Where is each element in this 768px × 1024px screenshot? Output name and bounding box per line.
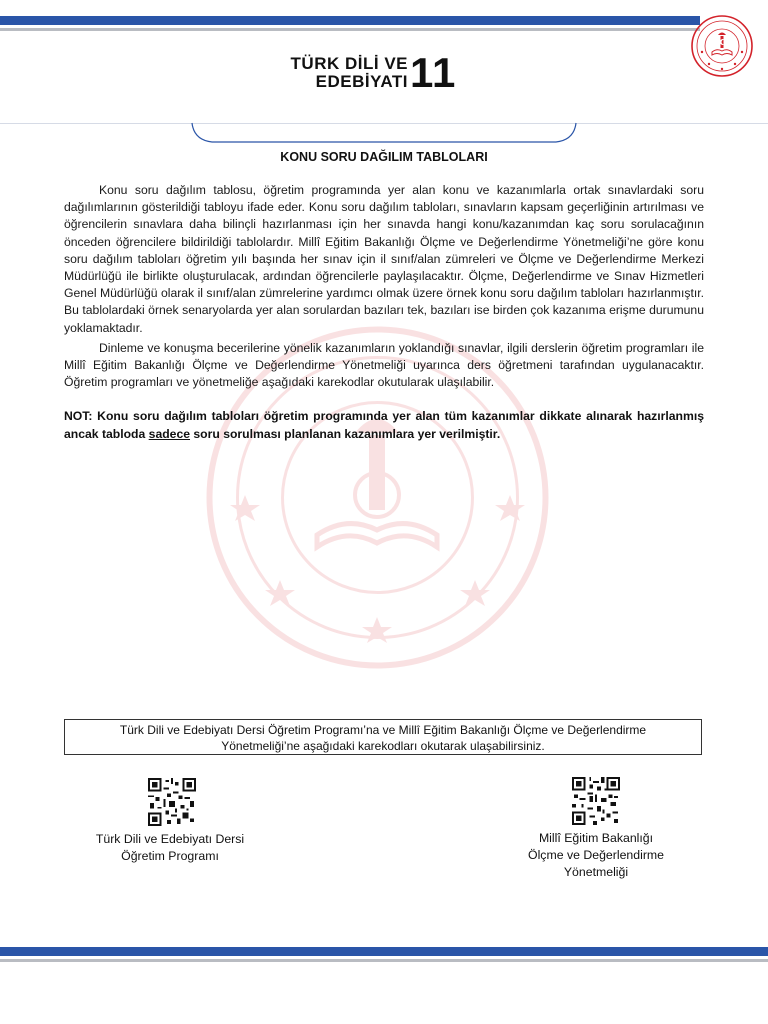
- body-text: [64, 182, 704, 391]
- qr-code-icon[interactable]: [572, 777, 620, 825]
- qr-right-caption-line3: Yönetmeliği: [563, 865, 629, 879]
- qr-left-caption: [70, 831, 270, 865]
- paragraph-2: Dinleme ve konuşma becerilerine yönelik kazanımların yoklandığı sınavlar, ilgili derslerin öğretim programları ile Millî Eğitim Bakanlığı Ölçme ve Değerlendirme Yönetmeliği uyarınca ders öğretmeni tarafından uygulanacaktır. Öğretim programları ve yönetmeliğe aşağıdaki karekodlar okutularak ulaşılabilir.: [64, 340, 704, 390]
- header-tab-shape: [190, 122, 578, 148]
- qr-right-caption-line2: Ölçme ve Değerlendirme: [528, 848, 664, 862]
- note-text-before: NOT: Konu soru dağılım tabloları öğretim programında yer alan tüm kazanımlar dikkate alınarak hazırlanmış ancak tabloda: [64, 409, 704, 441]
- bottom-blue-stripe: [0, 947, 768, 956]
- meb-emblem-icon: [690, 14, 754, 78]
- note-underlined-word: sadece: [148, 426, 191, 441]
- top-blue-stripe: [0, 16, 700, 25]
- qr-info-box: [64, 719, 702, 755]
- qr-left-caption-line1: Türk Dili ve Edebiyatı Dersi: [95, 832, 245, 846]
- grade-number: 11: [410, 49, 457, 96]
- bottom-gray-stripe: [0, 959, 768, 962]
- note-text-after: soru sorulması planlanan kazanımlara yer verilmiştir.: [190, 426, 501, 441]
- subject-title-line2: EDEBİYATI: [315, 72, 408, 91]
- qr-right-caption-line1: Millî Eğitim Bakanlığı: [538, 831, 654, 845]
- top-gray-stripe: [0, 28, 700, 31]
- qr-code-icon[interactable]: [148, 778, 196, 826]
- paragraph-1: Konu soru dağılım tablosu, öğretim programında yer alan konu ve kazanımlarla ortak sınavlardaki soru dağılımlarının gösterildiği tabloyu ifade eder. Konu soru dağılım tabloları, sınavların kapsam geçerliğinin artırılması ve öğrencilerin sınavlara daha bilinçli hazırlanması için her sınavda hangi konu/kazanımdan kaç soru sorulacağının önceden öğrencilere bildirildiği tablolardır. Millî Eğitim Bakanlığı Ölçme ve Değerlendirme Yönetmeliği’ne göre konu soru dağılım tabloları öğretim yılı başında her sınav için il sınıf/alan zümreleri ve Ölçme ve Değerlendirme Merkezi Müdürlüğü ile birlikte oluşturulacak, ardından öğrencilerle paylaşılacaktır. Ölçme, Değerlendirme ve Sınav Hizmetleri Genel Müdürlüğü olarak il sınıf/alan zümrelerine yardımcı olmak üzere örnek konu soru dağılım tabloları hazırlanmıştır. Bu tablolardaki örnek senaryolarda yer alan sorulardan bazıları tek, bazıları ise birden çok kazanıma erişme durumunu yoklamaktadır.: [64, 183, 704, 335]
- info-box-line1: Türk Dili ve Edebiyatı Dersi Öğretim Programı’na ve Millî Eğitim Bakanlığı Ölçme ve Değerlendirme: [119, 723, 647, 737]
- section-title: KONU SORU DAĞILIM TABLOLARI: [280, 150, 488, 164]
- qr-left-caption-line2: Öğretim Programı: [121, 849, 219, 863]
- subject-title-line1: TÜRK DİLİ VE: [290, 54, 408, 73]
- info-box-line2: Yönetmeliği’ne aşağıdaki karekodları okutarak ulaşabilirsiniz.: [221, 739, 545, 753]
- note-paragraph: [64, 408, 704, 443]
- qr-right-caption: [496, 830, 696, 881]
- subject-title: [268, 55, 408, 91]
